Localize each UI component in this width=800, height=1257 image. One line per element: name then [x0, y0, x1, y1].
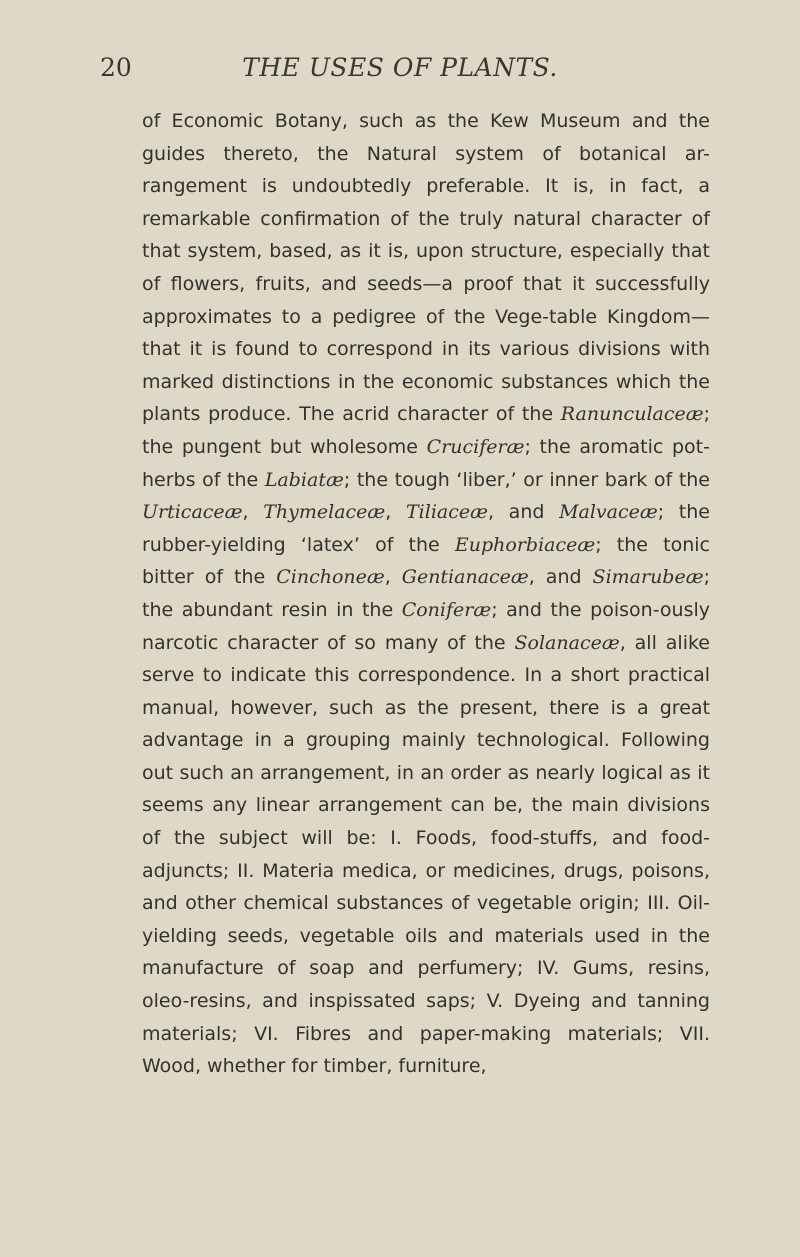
plant-family-name: Cinchoneæ	[276, 566, 385, 589]
text-segment: ; the tough ‘liber,’ or inner bark of the	[343, 468, 710, 491]
text-segment: , and	[528, 566, 593, 589]
plant-family-name: Gentianaceæ	[401, 566, 529, 589]
text-segment: ,	[242, 501, 264, 524]
plant-family-name: Ranunculaceæ	[560, 403, 704, 426]
plant-family-name: Malvaceæ	[559, 501, 658, 524]
text-segment: ; the pungent but wholesome	[142, 403, 710, 458]
text-segment: ,	[384, 566, 402, 589]
text-segment: ; the aromatic pot-herbs of the	[142, 435, 710, 491]
text-segment: of Economic Botany, such as the Kew Museum and the guides thereto, the Natural system of botanical ar-rangement is undoubtedly preferable. It is, in fact, a remarkable confirmation of the truly natural character of that system, based, as it is, upon structure, especially that of flowers, fruits, and seeds—a proof that it successfully approximates to a pedigree of the Vege-table Kingdom—that it is found to correspond in its various divisions with marked distinctions in the economic substances which the plants produce. The acrid character of the	[142, 110, 710, 426]
plant-family-name: Labiatæ	[264, 468, 344, 491]
paragraph	[142, 105, 710, 1083]
plant-family-name: Solanaceæ	[514, 631, 620, 654]
page-number: 20	[100, 53, 132, 82]
running-title: THE USES OF PLANTS.	[242, 53, 558, 82]
plant-family-name: Thymelaceæ	[263, 501, 386, 524]
text-segment: ; the abundant resin in the	[142, 566, 710, 621]
plant-family-name: Cruciferæ	[426, 435, 525, 458]
text-segment: ,	[385, 501, 406, 524]
text-segment: , and	[487, 501, 560, 524]
text-segment: ; the rubber-yielding ‘latex’ of the	[142, 501, 710, 556]
plant-family-name: Euphorbiaceæ	[454, 533, 596, 556]
text-segment: ; the tonic bitter of the	[142, 533, 710, 589]
text-segment: , all alike serve to indicate this correspondence. In a short practical manual, however, such as the present, there is a great advantage in a grouping mainly technological. Following out such an arrangement, in an order as nearly logical as it seems any linear arrangement can be, the main divisions of the subject will be: I. Foods, food-stuffs, and food-adjuncts; II. Materia medica, or medicines, drugs, poisons, and other chemical substances of vegetable origin; III. Oil-yielding seeds, vegetable oils and materials used in the manufacture of soap and perfumery; IV. Gums, resins, oleo-resins, and inspissated saps; V. Dyeing and tanning materials; VI. Fibres and paper-making materials; VII. Wood, whether for timber, furniture,	[142, 631, 710, 1078]
text-segment: ; and the poison-ously narcotic character of so many of the	[142, 598, 710, 654]
plant-family-name: Tiliaceæ	[406, 501, 488, 524]
page-header	[0, 52, 800, 92]
plant-family-name: Urticaceæ	[142, 501, 243, 524]
plant-family-name: Simarubeæ	[592, 566, 704, 589]
plant-family-name: Coniferæ	[401, 598, 492, 621]
body-text	[142, 105, 710, 1083]
